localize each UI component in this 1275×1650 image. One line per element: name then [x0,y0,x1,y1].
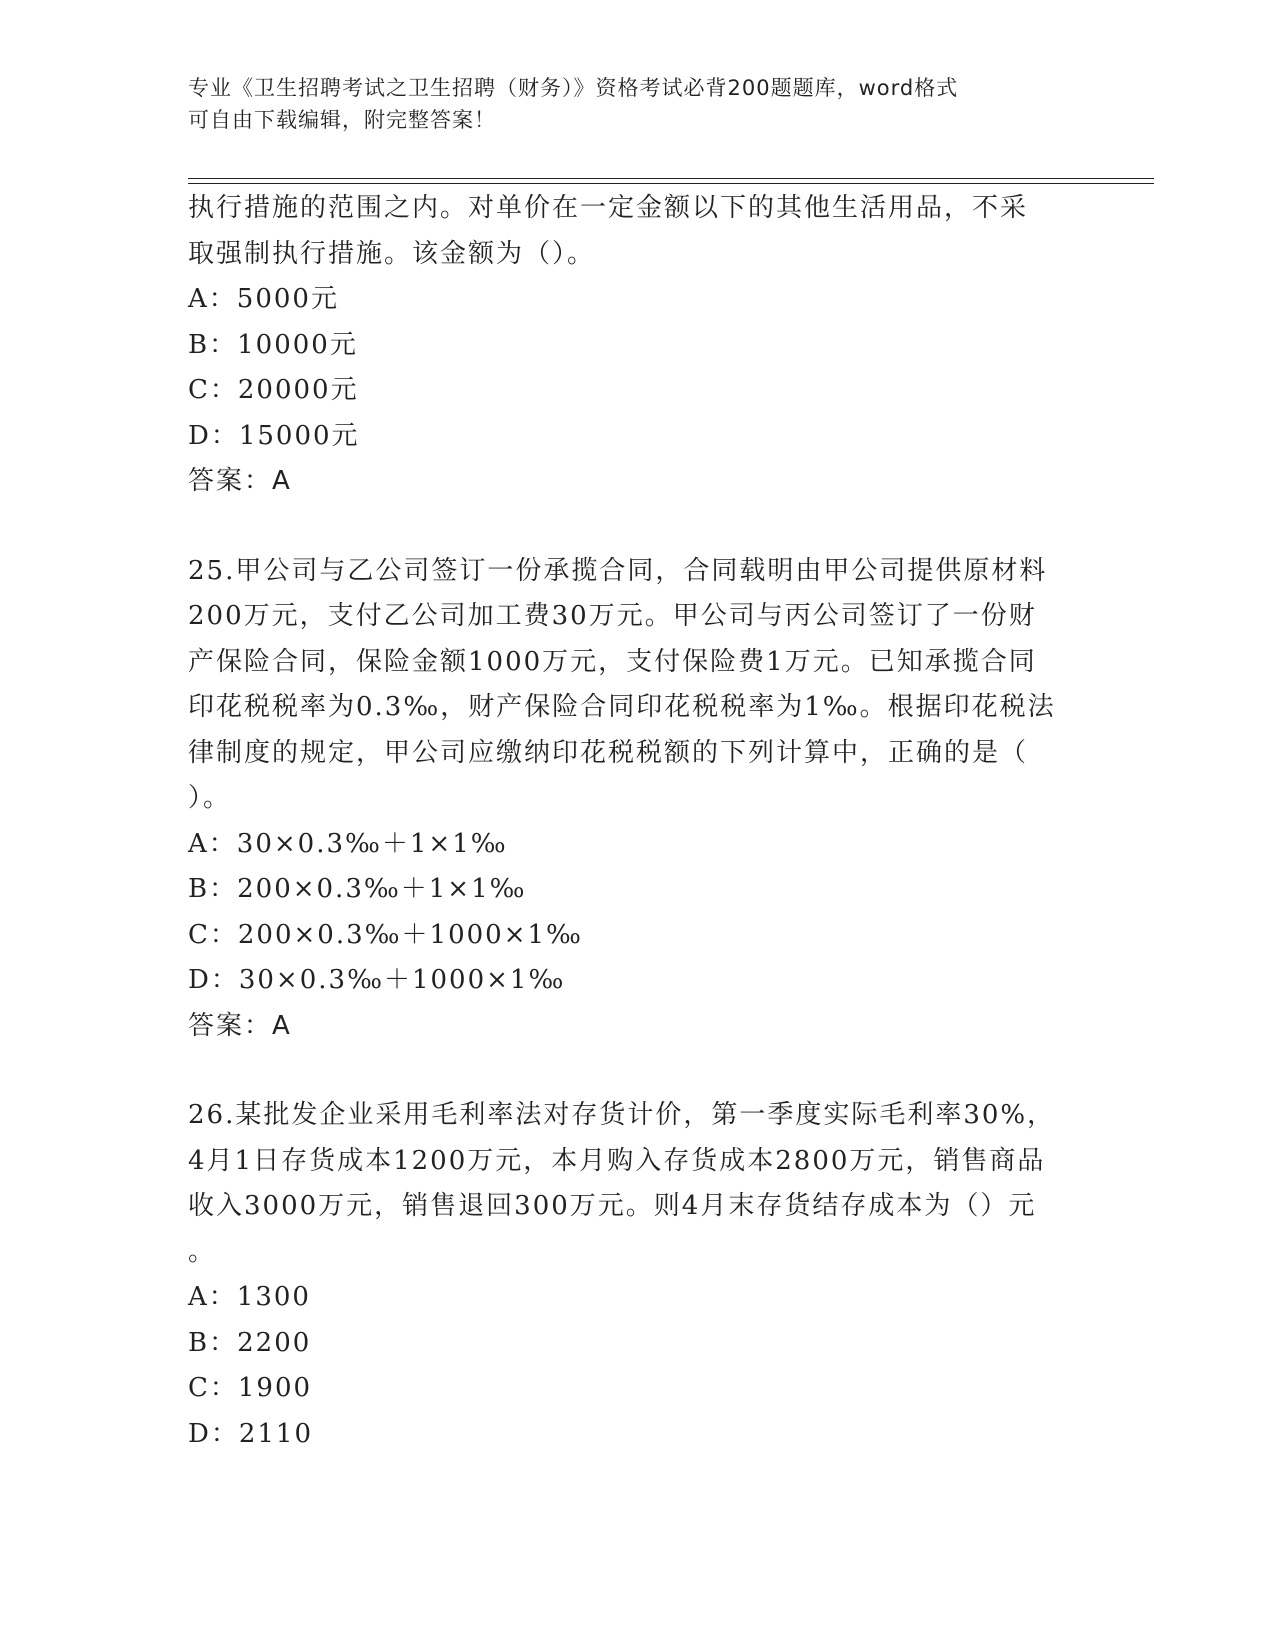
document-header [188,72,1068,136]
question-text-line: ）。 [188,783,232,813]
option-c: C：20000元 [188,375,359,405]
header-rule-top [188,178,1154,179]
option-a: A：5000元 [188,284,339,314]
question-text-line: 取强制执行措施。该金额为（）。 [188,238,596,269]
answer-label: 答案：A [188,466,292,496]
document-body [188,186,1088,1457]
question-text-line: 产保险合同，保险金额1000万元，支付保险费1万元。已知承揽合同 [188,646,1037,677]
option-d: D：30×0.3‰＋1000×1‰ [188,965,566,995]
answer-label: 答案：A [188,1010,292,1041]
option-d: D：2110 [188,1418,314,1449]
question-text-line: 执行措施的范围之内。对单价在一定金额以下的其他生活用品，不采 [188,193,1029,223]
question-25 [188,549,1088,1050]
spacer [188,505,1088,549]
header-line-1: 专业《卫生招聘考试之卫生招聘（财务）》资格考试必背200题题库，word格式 [188,76,959,100]
question-text-line: 4月1日存货成本1200万元，本月购入存货成本2800万元，销售商品 [188,1145,1046,1176]
question-text-line: 。 [188,1236,217,1267]
header-line-2: 可自由下载编辑，附完整答案！ [188,108,496,132]
spacer [188,1049,1088,1093]
question-text-line: 印花税税率为0.3‰，财产保险合同印花税税率为1‰。根据印花税法 [188,692,1056,722]
option-b: B：2200 [188,1327,312,1358]
question-text-line: 25.甲公司与乙公司签订一份承揽合同，合同载明由甲公司提供原材料 [188,555,1048,586]
option-b: B：200×0.3‰＋1×1‰ [188,874,527,904]
option-a: A：30×0.3‰＋1×1‰ [188,828,508,859]
question-24-continued [188,186,1088,505]
question-text-line: 收入3000万元，销售退回300万元。则4月末存货结存成本为（）元 [188,1191,1037,1221]
option-a: A：1300 [188,1282,311,1312]
question-text-line: 26.某批发企业采用毛利率法对存货计价，第一季度实际毛利率30%， [188,1100,1056,1130]
option-c: C：200×0.3‰＋1000×1‰ [188,919,583,950]
question-text-line: 200万元，支付乙公司加工费30万元。甲公司与丙公司签订了一份财 [188,601,1037,631]
question-26 [188,1093,1088,1457]
option-b: B：10000元 [188,329,358,360]
option-c: C：1900 [188,1373,313,1403]
question-text-line: 律制度的规定，甲公司应缴纳印花税税额的下列计算中，正确的是（ [188,737,1029,768]
header-rule-bottom [188,183,1154,184]
option-d: D：15000元 [188,420,360,451]
